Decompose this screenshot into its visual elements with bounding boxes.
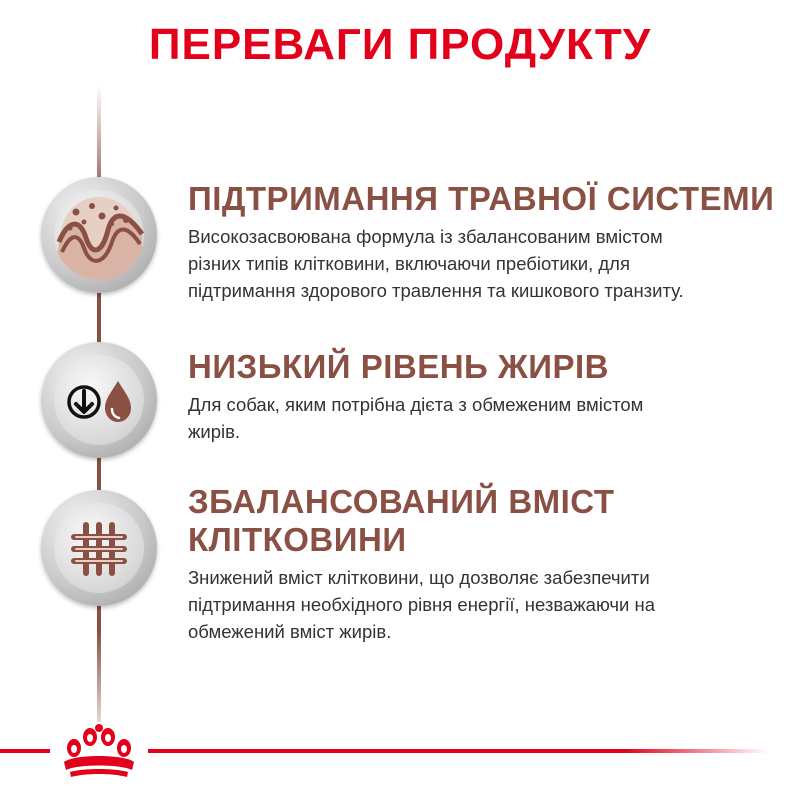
text-line: Для собак, яким потрібна дієта з обмеженим вмістом (188, 394, 644, 415)
benefit-heading: НИЗЬКИЙ РІВЕНЬ ЖИРІВ (188, 348, 609, 385)
low-fat-icon (41, 342, 157, 458)
digestive-icon (41, 177, 157, 293)
text-line: Знижений вміст клітковини, що дозволяє забезпечити (188, 567, 650, 588)
benefit-heading: ЗБАЛАНСОВАНИЙ ВМІСТ КЛІТКОВИНИ (188, 483, 615, 558)
page-title: ПЕРЕВАГИ ПРОДУКТУ (148, 20, 652, 69)
benefit-text (188, 564, 788, 645)
benefit-text (188, 223, 788, 304)
benefit-fiber (188, 483, 788, 645)
fiber-icon (41, 490, 157, 606)
text-line: підтримання необхідного рівня енергії, незважаючи на (188, 594, 656, 615)
text-line: підтримання здорового травлення та кишкового транзиту. (188, 280, 684, 301)
benefit-heading: ПІДТРИМАННЯ ТРАВНОЇ СИСТЕМИ (188, 180, 775, 217)
royal-crown-logo (50, 722, 148, 784)
text-line: обмежений вміст жирів. (188, 621, 392, 642)
benefit-text (188, 391, 788, 445)
text-line: різних типів клітковини, включаючи пребіотики, для (188, 253, 630, 274)
benefit-low-fat (188, 348, 788, 445)
benefit-digestive (188, 180, 788, 304)
text-line: жирів. (188, 421, 241, 442)
text-line: Високозасвоювана формула із збалансованим вмістом (188, 226, 663, 247)
